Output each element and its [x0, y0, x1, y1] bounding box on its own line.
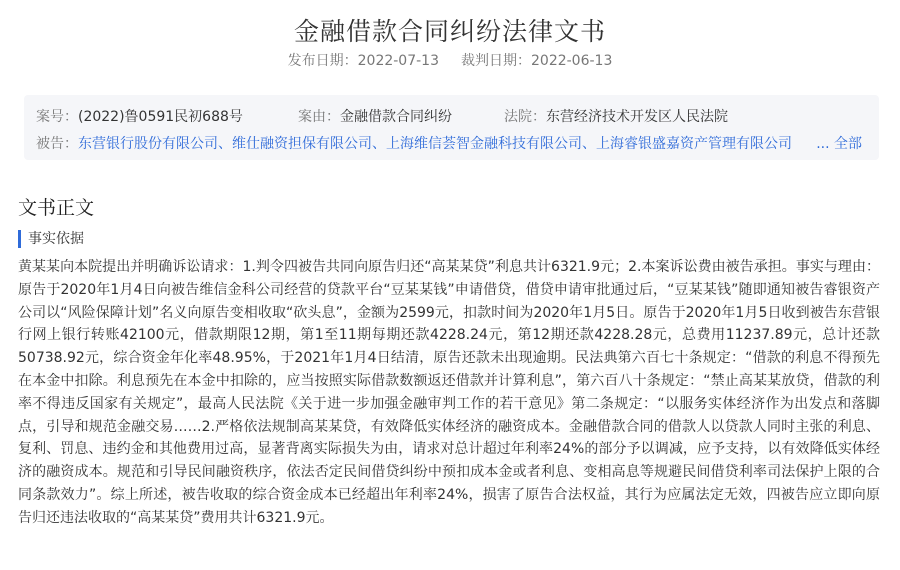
section-title: 文书正文 — [18, 197, 95, 219]
case-cause-value: 金融借款合同纠纷 — [340, 109, 452, 125]
judge-date-label: 裁判日期： — [461, 53, 531, 69]
date-line — [0, 50, 900, 70]
defendant-link[interactable]: 维仕融资担保有限公司 — [232, 136, 372, 152]
document-title: 金融借款合同纠纷法律文书 — [293, 17, 606, 46]
court: 法院：东营经济技术开发区人民法院 — [504, 109, 728, 125]
subsection-title: 事实依据 — [18, 230, 84, 248]
show-all-defendants-link[interactable]: ... 全部 — [814, 133, 862, 153]
defendant-link[interactable]: 上海睿银盛嘉资产管理有限公司 — [596, 136, 792, 152]
case-cause: 案由：金融借款合同纠纷 — [298, 109, 452, 125]
case-number: 案号：(2022)鲁0591民初688号 — [36, 109, 243, 125]
judge-date: 2022-06-13 — [531, 53, 613, 69]
defendant-list: 东营银行股份有限公司、维仕融资担保有限公司、上海维信荟智金融科技有限公司、上海睿银盛嘉资产管理有限公司 — [78, 136, 792, 152]
defendant-label: 被告： — [36, 136, 78, 152]
document-body: 黄某某向本院提出并明确诉讼请求：1.判令四被告共同向原告归还“高某某贷”利息共计6321.9元；2.本案诉讼费由被告承担。事实与理由：原告于2020年1月4日向被告维信金科公司经营的贷款平台“豆某某钱”申请借贷，借贷申请审批通过后，“豆某某钱”随即通知被告睿银资产公司以“风险保障计划”名义向原告变相收取“砍头息”，金额为2599元，扣款时间为2020年1月5日。原告于2020年1月5日收到被告东营银行网上银行转账42100元，借款期限12期，第1至11期每期还款4228.24元，第12期还款4228.28元，总费用11237.89元，总计还款50738.92元，综合资金年化率48.95%，于2021年1月4日结清，原告还款未出现逾期。民法典第六百七十条规定：“借款的利息不得预先在本金中扣除。利息预先在本金中扣除的，应当按照实际借款数额返还借款并计算利息”，第六百八十条规定：“禁止高某某放贷，借款的利率不得违反国家有关规定”，最高人民法院《关于进一步加强金融审判工作的若干意见》第二条规定：“以服务实体经济作为出发点和落脚点，引导和规范金融交易……2.严格依法规制高某某贷，有效降低实体经济的融资成本。金融借款合同的借款人以贷款人同时主张的利息、复利、罚息、违约金和其他费用过高，显著背离实际损失为由，请求对总计超过年利率24%的部分予以调减，应予支持，以有效降低实体经济的融资成本。规范和引导民间融资秩序，依法否定民间借贷纠纷中预扣成本金或者利息、变相高息等规避民间借贷利率司法保护上限的合同条款效力”。综上所述，被告收取的综合资金成本已经超出年利率24%，损害了原告合法权益，其行为应属法定无效，四被告应立即向原告归还违法收取的“高某某贷”费用共计6321.9元。 — [18, 259, 880, 526]
case-number-value: (2022)鲁0591民初688号 — [78, 109, 243, 125]
defendant-link[interactable]: 上海维信荟智金融科技有限公司 — [386, 136, 582, 152]
publish-date-label: 发布日期： — [287, 53, 358, 69]
publish-date: 2022-07-13 — [357, 53, 439, 69]
defendant-link[interactable]: 东营银行股份有限公司 — [78, 136, 218, 152]
case-info-panel — [24, 95, 879, 160]
defendants-row — [36, 133, 868, 153]
court-value: 东营经济技术开发区人民法院 — [546, 109, 728, 125]
